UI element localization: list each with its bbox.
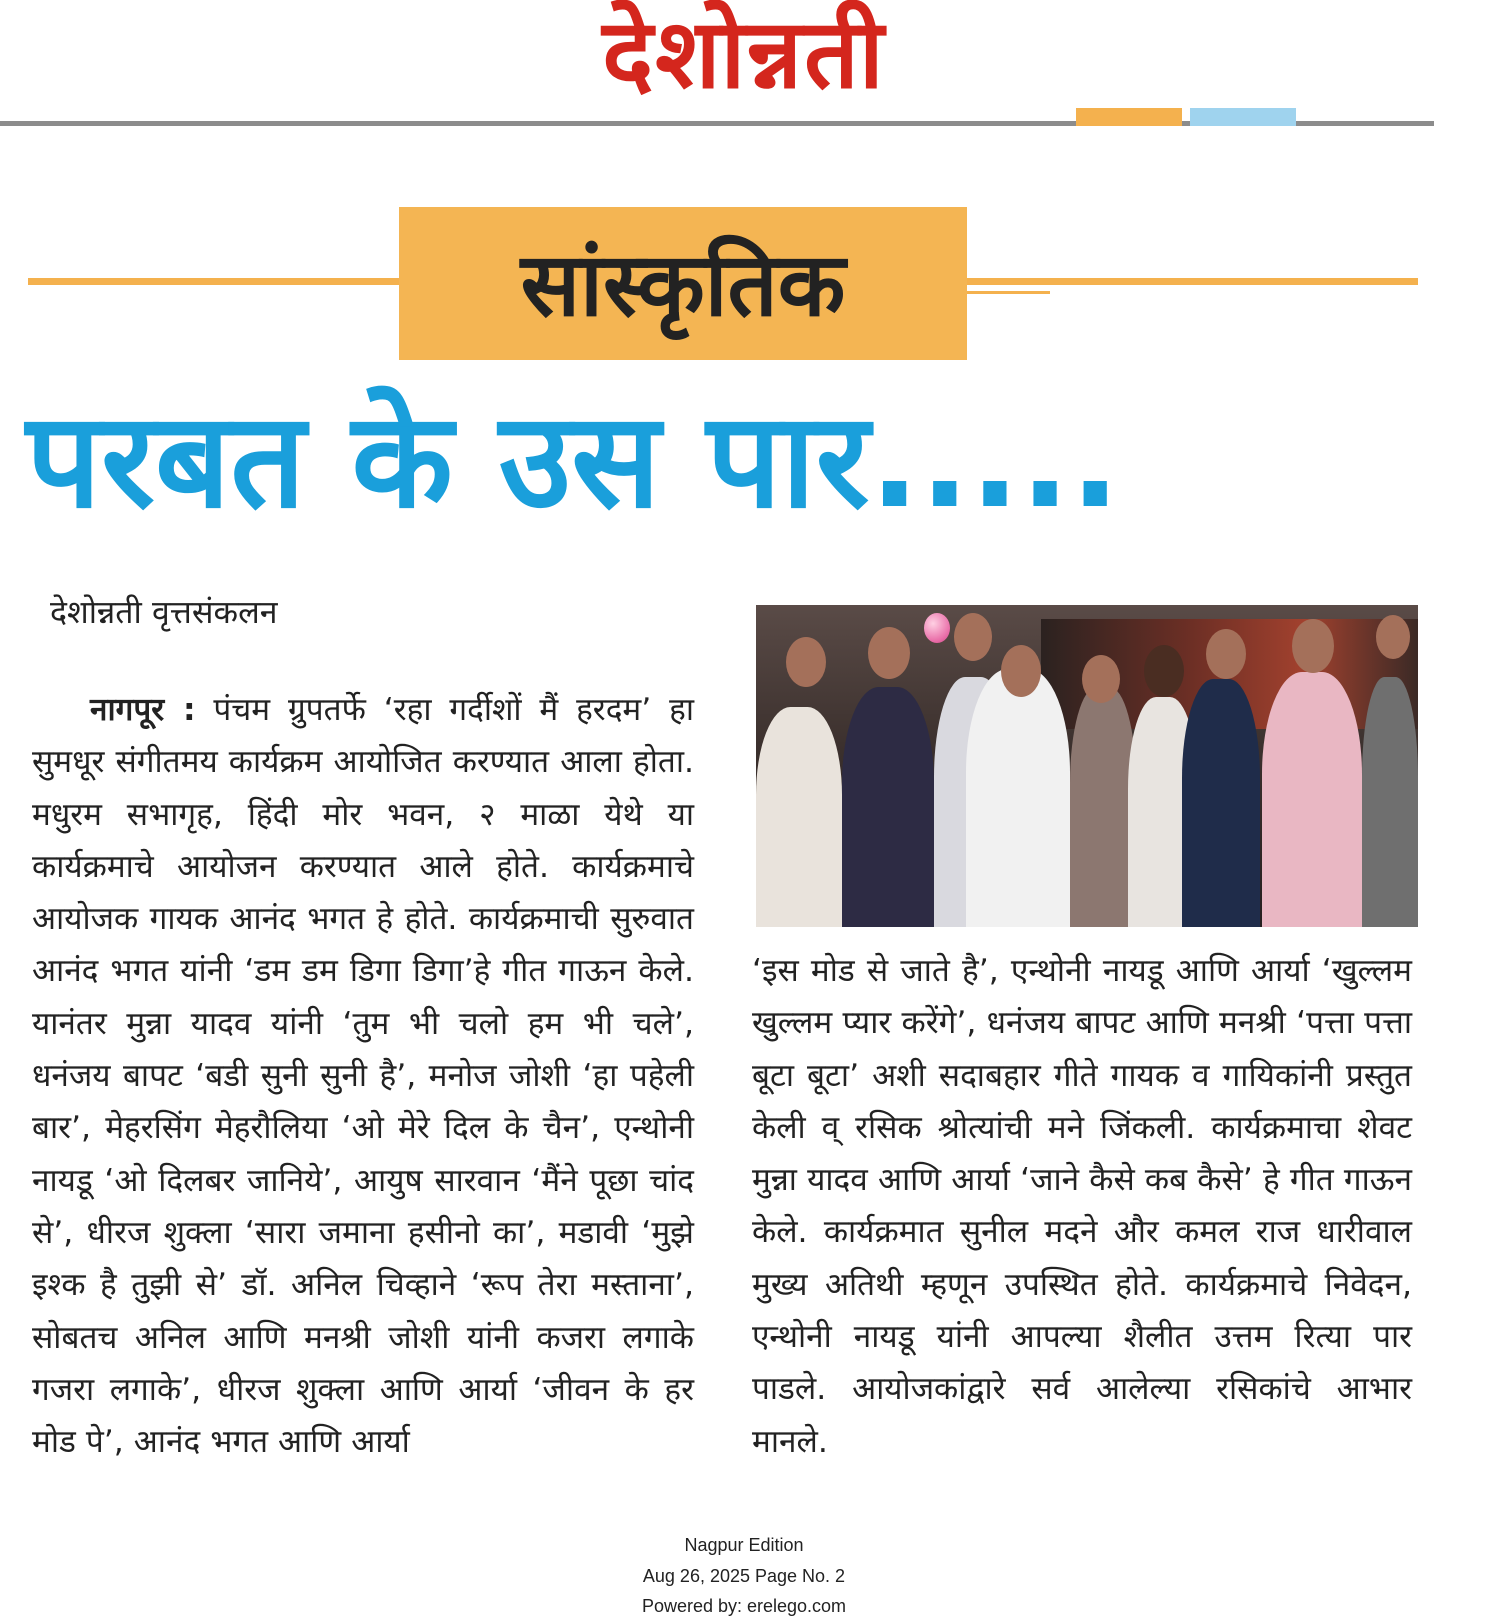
masthead-logo: देशोन्नती (602, 0, 886, 110)
article-body-right: ‘इस मोड से जाते है’, एन्थोनी नायडू आणि आर्या ‘खुल्लम खुल्लम प्यार करेंगे’, धनंजय बापट आणि मनश्री ‘पत्ता पत्ता बूटा बूटा’ अशी सदाबहार गीते गायक व गायिकांनी प्रस्तुत केली व् रसिक श्रोत्यांची मने जिंकली. कार्यक्रमाचा शेवट मुन्ना यादव आणि आर्या ‘जाने कैसे कब कैसे’ हे गीत गाऊन केले. कार्यक्रमात सुनील मदने और कमल राज धारीवाल मुख्य अतिथी म्हणून उपस्थित होते. कार्यक्रमाचे निवेदन, एन्थोनी नायडू यांनी आपल्या शैलीत उत्तम रित्या पार पाडले. आयोजकांद्वारे सर्व आलेल्या रसिकांचे आभार मानले. (752, 953, 1412, 1460)
masthead-accent-blue (1190, 108, 1296, 126)
photo-person-head (1001, 645, 1041, 697)
footer-edition: Nagpur Edition (684, 1535, 804, 1555)
photo-person-head (1292, 619, 1334, 673)
article-dateline: नागपूर : (90, 692, 196, 728)
section-banner (399, 207, 967, 360)
article-photo (756, 605, 1418, 927)
article-column-right (752, 945, 1412, 1468)
article-byline: देशोन्नती वृत्तसंकलन (50, 593, 278, 631)
photo-person (966, 669, 1070, 927)
photo-person-head (786, 637, 826, 687)
section-label: सांस्कृतिक (520, 231, 846, 336)
article-headline: परबत के उस पार..... (26, 384, 1121, 538)
photo-person (756, 707, 842, 927)
footer-date-page: Aug 26, 2025 Page No. 2 (642, 1566, 846, 1586)
photo-person-head (954, 613, 992, 661)
photo-person (1362, 677, 1418, 927)
footer-powered-by: Powered by: erelego.com (641, 1596, 847, 1616)
photo-person-head (868, 627, 910, 679)
photo-person (842, 687, 934, 927)
article-column-left (32, 684, 694, 1468)
photo-person (1182, 679, 1260, 927)
photo-balloon (924, 613, 950, 643)
photo-person-head (1376, 615, 1410, 659)
section-rule-secondary (960, 291, 1050, 294)
masthead-accent-orange (1076, 108, 1182, 126)
photo-person (1070, 687, 1136, 927)
photo-person-head (1082, 655, 1120, 703)
photo-person-head (1206, 629, 1246, 679)
masthead (0, 0, 1488, 110)
photo-person (1262, 672, 1362, 927)
article-body-left: पंचम ग्रुपतर्फे ‘रहा गर्दीशों मैं हरदम’ हा सुमधूर संगीतमय कार्यक्रम आयोजित करण्यात आला होता. मधुरम सभागृह, हिंदी मोर भवन, २ माळा येथे या कार्यक्रमाचे आयोजन करण्यात आले होते. कार्यक्रमाचे आयोजक गायक आनंद भगत हे होते. कार्यक्रमाची सुरुवात आनंद भगत यांनी ‘डम डम डिगा डिगा’हे गीत गाऊन केले. यानंतर मुन्ना यादव यांनी ‘तुम भी चलो हम भी चले’, धनंजय बापट ‘बडी सुनी सुनी है’, मनोज जोशी ‘हा पहेली बार’, मेहरसिंग मेहरौलिया ‘ओ मेरे दिल के चैन’, एन्थोनी नायडू ‘ओ दिलबर जानिये’, आयुष सारवान ‘मैंने पूछा चांद से’, धीरज शुक्ला ‘सारा जमाना हसीनो का’, मडावी ‘मुझे इश्क है तुझी से’ डॉ. अनिल चिव्हाने ‘रूप तेरा मस्ताना’, सोबतच अनिल आणि मनश्री जोशी यांनी कजरा लगाके गजरा लगाके’, धीरज शुक्ला आणि आर्या ‘जीवन के हर मोड पे’, आनंद भगत आणि आर्या (32, 692, 694, 1461)
photo-person-head (1144, 645, 1184, 697)
